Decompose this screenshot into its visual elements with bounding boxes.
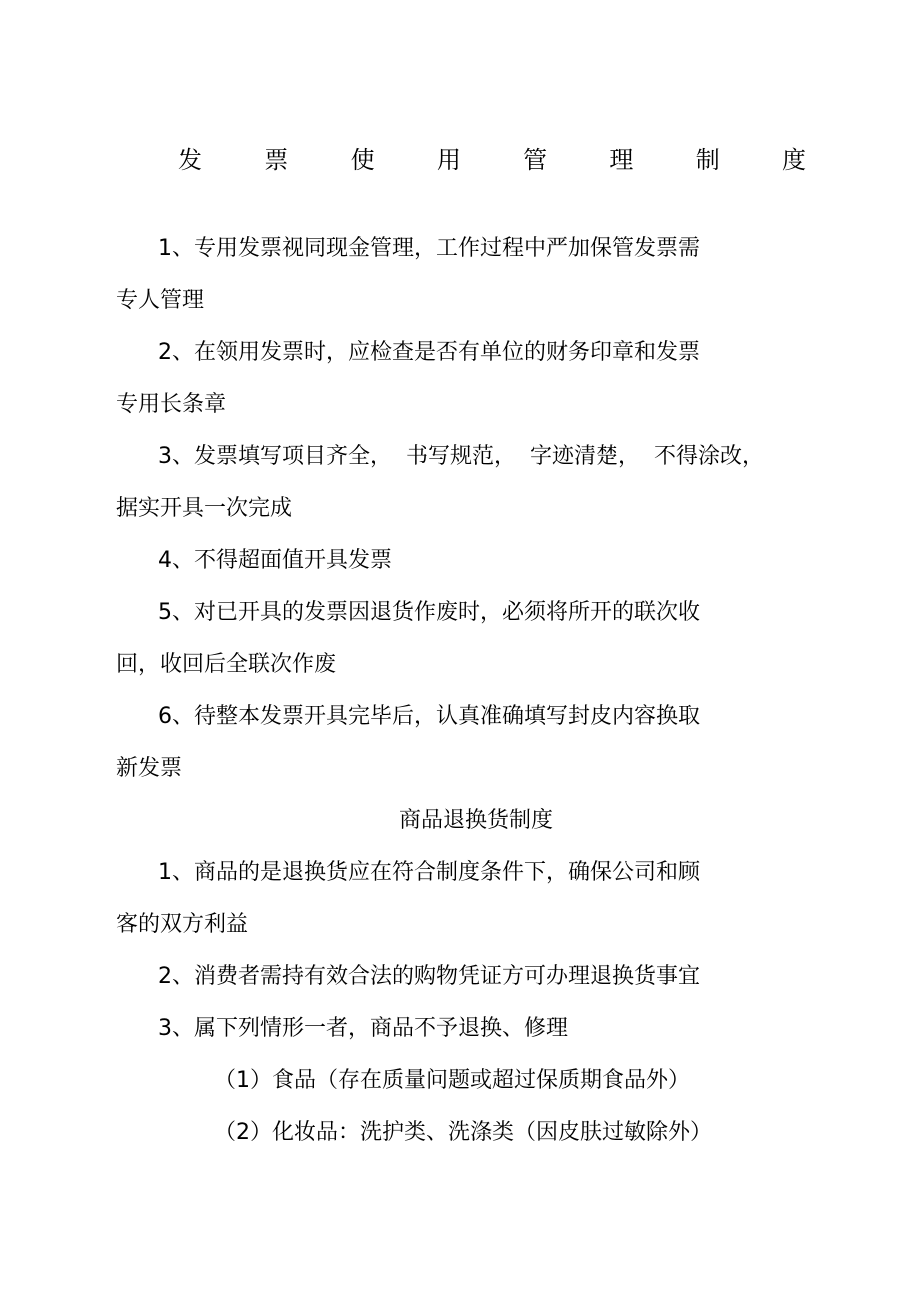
rule-text: 、发票填写项目齐全， 书写规范， 字迹清楚， 不得涂改，	[172, 444, 764, 469]
rule-text: 、在领用发票时，应检查是否有单位的财务印章和发票	[172, 340, 701, 365]
rule-text: 、专用发票视同现金管理，工作过程中严加保管发票需	[172, 236, 701, 261]
rule-text: 、待整本发票开具完毕后，认真准确填写封皮内容换取	[172, 704, 701, 729]
sub-item-1	[214, 1065, 690, 1097]
rule-text: 、消费者需持有效合法的购物凭证方可办理退换货事宜	[172, 964, 701, 989]
title-char: 发	[178, 146, 202, 174]
title-char: 理	[609, 146, 634, 174]
sub-item-label: （2）	[214, 1120, 272, 1145]
rule-number: 6	[158, 704, 172, 729]
title-char: 管	[523, 146, 548, 174]
rule-number: 1	[158, 860, 172, 885]
page-title	[178, 140, 806, 180]
return-rule-2-line1	[158, 961, 700, 993]
rule-5-line2: 回，收回后全联次作废	[116, 652, 337, 677]
rule-2-line1	[158, 337, 700, 369]
title-char: 票	[264, 146, 289, 174]
title-char: 制	[695, 146, 720, 174]
rule-5-line1	[158, 597, 700, 629]
section-title: 商品退换货制度	[399, 808, 554, 833]
return-rule-1-line1	[158, 857, 700, 889]
rule-1-line1	[158, 233, 700, 265]
return-rule-3-line1	[158, 1013, 568, 1045]
sub-item-text: 食品（存在质量问题或超过保质期食品外）	[272, 1068, 691, 1093]
rule-4-line1	[158, 545, 392, 577]
rule-3-line2: 据实开具一次完成	[116, 496, 293, 521]
rule-number: 1	[158, 236, 172, 261]
title-char: 使	[350, 146, 375, 174]
rule-number: 2	[158, 340, 172, 365]
title-char: 用	[436, 146, 461, 174]
rule-text: 、属下列情形一者，商品不予退换、修理	[172, 1016, 569, 1041]
rule-3-line1	[158, 441, 764, 473]
title-char: 度	[781, 146, 806, 174]
rule-6-line1	[158, 701, 700, 733]
rule-number: 3	[158, 444, 172, 469]
rule-number: 3	[158, 1016, 172, 1041]
rule-number: 5	[158, 600, 172, 625]
rule-number: 2	[158, 964, 172, 989]
rule-text: 、对已开具的发票因退货作废时，必须将所开的联次收	[172, 600, 701, 625]
sub-item-2	[214, 1117, 712, 1149]
rule-6-line2: 新发票	[116, 756, 183, 781]
rule-text: 、不得超面值开具发票	[172, 548, 393, 573]
rule-text: 、商品的是退换货应在符合制度条件下，确保公司和顾	[172, 860, 701, 885]
sub-item-label: （1）	[214, 1068, 272, 1093]
sub-item-text: 化妆品：洗护类、洗涤类（因皮肤过敏除外）	[272, 1120, 713, 1145]
rule-2-line2: 专用长条章	[116, 392, 227, 417]
rule-number: 4	[158, 548, 172, 573]
return-rule-1-line2: 客的双方利益	[116, 912, 249, 937]
rule-1-line2: 专人管理	[116, 288, 205, 313]
